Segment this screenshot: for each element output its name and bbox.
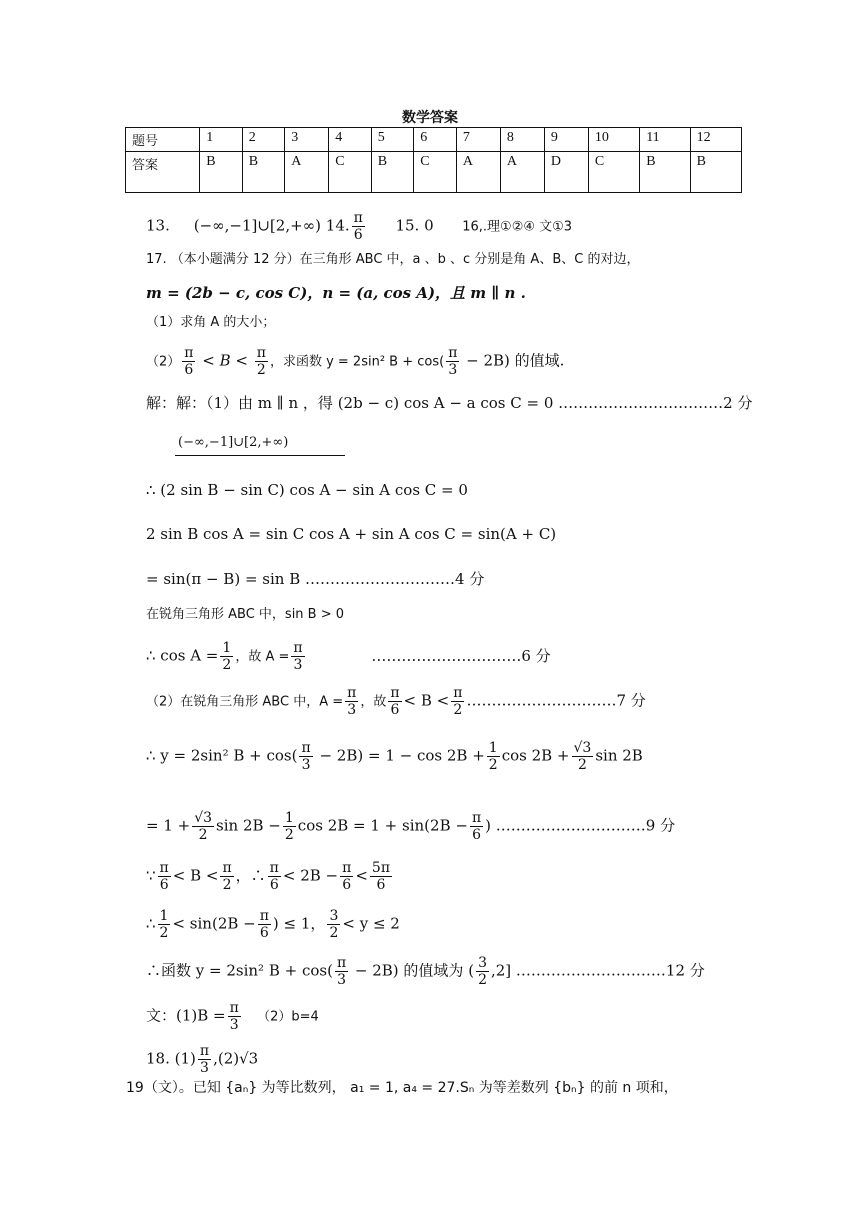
table-cell: 8 xyxy=(500,128,544,152)
table-cell: 2 xyxy=(242,128,285,152)
q17-step6: （2）在锐角三角形 ABC 中，A = $\frac{\pi}{3}$ ，故 $\frac{\pi}{6}$ < B < $\frac{\pi}{2}$ …………………………7 分 xyxy=(146,685,646,718)
table-cell: 3 xyxy=(285,128,329,152)
page-title: 数学答案 xyxy=(402,110,458,126)
table-cell: 5 xyxy=(371,128,414,152)
q17-step9: ∵ $\frac{\pi}{6}$ < B < $\frac{\pi}{2}$ ，∴ $\frac{\pi}{6}$ < 2B − $\frac{\pi}{6}$ < $\frac{5\pi}{6}$ xyxy=(146,860,391,893)
note-underline xyxy=(175,455,345,456)
table-cell: A xyxy=(500,152,544,193)
q17-part1: （1）求角 A 的大小； xyxy=(146,315,276,330)
table-cell: 10 xyxy=(588,128,639,152)
q19-line: 19（文）。已知 {aₙ} 为等比数列， a₁ = 1, a₄ = 27.Sₙ 为等差数列 {bₙ} 的前 n 项和， xyxy=(126,1080,678,1096)
q17-header: 17. （本小题满分 12 分）在三角形 ABC 中，a 、b 、c 分别是角 A、B、C 的对边， xyxy=(146,252,640,267)
q17-vectors: m = (2b − c, cos C)，n = (a, cos A)，且 m ∥ n . xyxy=(146,284,526,302)
q17-part2: （2） $\frac{\pi}{6}$ < B < $\frac{\pi}{2}$ ，求函数 y = 2sin² B + cos( $\frac{\pi}{3}$ − 2B) 的值域. xyxy=(146,345,565,378)
q13-answer: (−∞,−1]∪[2,+∞) xyxy=(193,216,321,235)
q14-fraction: $\frac{\pi}{6}$ xyxy=(353,210,363,243)
table-cell: 7 xyxy=(456,128,500,152)
table-cell: B xyxy=(690,152,741,193)
table-cell: A xyxy=(456,152,500,193)
q16-answer: 16,.理①②④ 文①3 xyxy=(462,219,573,235)
q17-note: (−∞,−1]∪[2,+∞) xyxy=(178,435,289,450)
table-cell: C xyxy=(414,152,457,193)
table-cell: 4 xyxy=(329,128,372,152)
table-cell: A xyxy=(285,152,329,193)
q17-step4: 在锐角三角形 ABC 中，sin B > 0 xyxy=(146,607,345,622)
q17-solution-intro: 解：解：（1）由 m ∥ n ，得 (2b − c) cos A − a cos C = 0 ……………………………2 分 xyxy=(146,394,753,412)
q15-answer: 15. 0 xyxy=(395,216,434,235)
table-cell: D xyxy=(544,152,588,193)
q17-step10: ∴ $\frac{1}{2}$ < sin(2B − $\frac{\pi}{6}$ ) ≤ 1， $\frac{3}{2}$ < y ≤ 2 xyxy=(146,908,400,941)
table-cell: 9 xyxy=(544,128,588,152)
q13-number: 13. xyxy=(146,216,170,235)
table-cell: 12 xyxy=(690,128,741,152)
table-cell: 1 xyxy=(200,128,243,152)
table-row xyxy=(126,128,742,152)
q17-step11: ∴函数 y = 2sin² B + cos( $\frac{\pi}{3}$ − 2B) 的值域为 ( $\frac{3}{2}$ ,2] …………………………12 分 xyxy=(146,955,705,988)
table-cell: B xyxy=(200,152,243,193)
q17-step2: 2 sin B cos A = sin C cos A + sin A cos C = sin(A + C) xyxy=(146,525,557,543)
q17-step8: = 1 + $\frac{√3}{2}$ sin 2B − $\frac{1}{2}$ cos 2B = 1 + sin(2B − $\frac{\pi}{6}$ ) …………………………9 分 xyxy=(146,810,676,843)
q17-wen: 文：(1)B = $\frac{\pi}{3}$ （2）b=4 xyxy=(146,1000,319,1033)
q13-16-line xyxy=(146,210,572,243)
table-header-label: 题号 xyxy=(126,128,200,152)
table-answer-label: 答案 xyxy=(126,152,200,193)
q17-step7: ∴ y = 2sin² B + cos( $\frac{\pi}{3}$ − 2B) = 1 − cos 2B + $\frac{1}{2}$ cos 2B + $\frac{√3}{2}$ sin 2B xyxy=(146,740,643,773)
answer-table xyxy=(125,127,742,193)
q17-step1: ∴ (2 sin B − sin C) cos A − sin A cos C = 0 xyxy=(146,481,468,499)
table-cell: 6 xyxy=(414,128,457,152)
q18-line: 18. (1) $\frac{\pi}{3}$ ,(2)√3 xyxy=(146,1043,259,1076)
table-cell: B xyxy=(242,152,285,193)
table-row xyxy=(126,152,742,193)
table-cell: C xyxy=(329,152,372,193)
q14-number: 14. xyxy=(325,216,350,235)
table-cell: 11 xyxy=(640,128,690,152)
q17-step3: = sin(π − B) = sin B …………………………4 分 xyxy=(146,570,485,588)
table-cell: B xyxy=(371,152,414,193)
table-cell: C xyxy=(588,152,639,193)
table-cell: B xyxy=(640,152,690,193)
q17-step5: ∴ cos A = $\frac{1}{2}$ ，故 A = $\frac{\pi}{3}$ …………………………6 分 xyxy=(146,640,551,673)
